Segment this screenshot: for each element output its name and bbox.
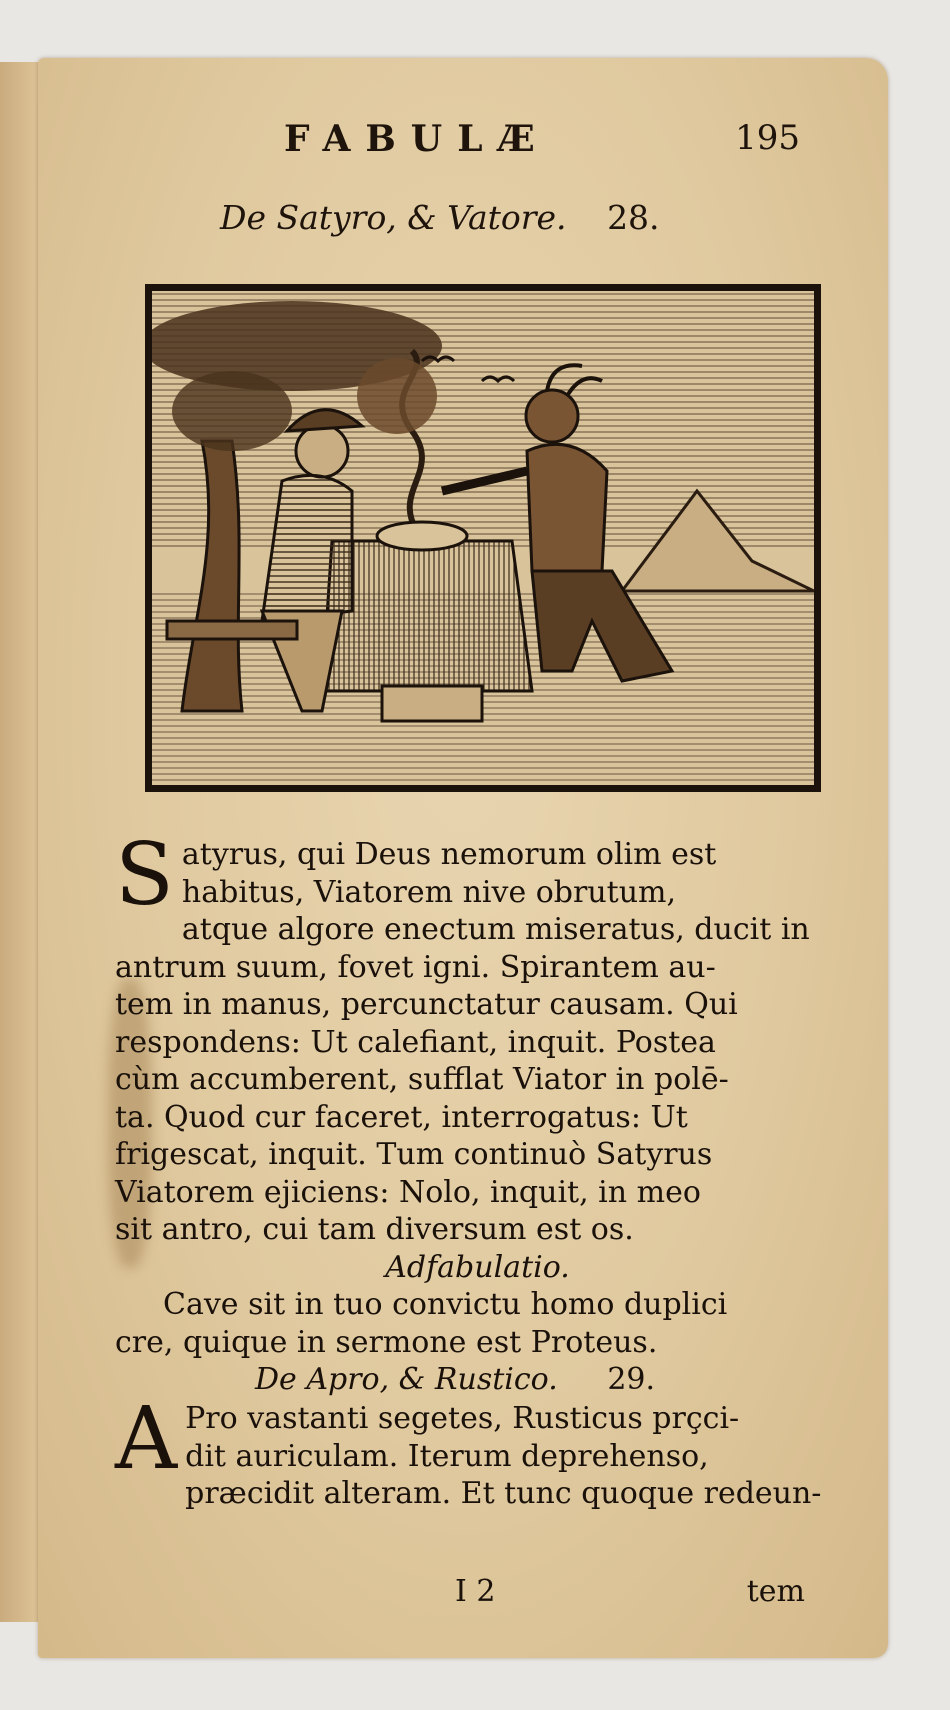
fable-28-title	[220, 198, 780, 237]
text-line: antrum suum, fovet igni. Spirantem au-	[115, 949, 716, 985]
bench	[167, 621, 297, 639]
satyr-head	[526, 390, 578, 442]
fable-28-title-text: De Satyro, & Vatore.	[220, 198, 567, 237]
text-line: cùm accumberent, sufflat Viator in polē-	[115, 1062, 729, 1097]
text-line: sit antro, cui tam diversum est os.	[115, 1212, 634, 1247]
moral-line: Cave sit in tuo convictu homo duplici	[163, 1287, 728, 1322]
fable-29-title	[115, 1361, 840, 1400]
text-line: tem in manus, percunctatur causam. Qui	[115, 987, 738, 1022]
text-line: atque algore enectum miseratus, ducit in	[181, 912, 810, 947]
fable-28-number: 28.	[607, 198, 660, 237]
traveler-head	[296, 425, 348, 477]
page-header	[250, 118, 810, 168]
text-line: Viatorem ejiciens: Nolo, inquit, in meo	[115, 1174, 701, 1210]
bowl	[377, 522, 467, 550]
page-footer	[445, 1574, 825, 1614]
fable-28-text	[115, 825, 840, 1513]
catchword: tem	[746, 1574, 805, 1609]
text-line: habitus, Viatorem nive obrutum,	[181, 874, 677, 910]
woodcut-illustration	[145, 284, 821, 792]
drop-cap-s: S	[115, 825, 174, 925]
footstool	[382, 686, 482, 721]
text-line: præcidit alteram. Et tunc quoque redeun-	[185, 1476, 822, 1511]
tree-foliage-lower	[172, 371, 292, 451]
drop-cap-a: A	[115, 1389, 178, 1489]
satyr-torso	[527, 444, 607, 571]
satyr-traveler-woodcut	[152, 291, 814, 785]
fable-29-title-text: De Apro, & Rustico.	[255, 1362, 558, 1397]
text-line: ta. Quod cur faceret, interrogatus: Ut	[115, 1099, 688, 1135]
text-line: Pro vastanti segetes, Rusticus prçci-	[185, 1401, 740, 1436]
moral-line: cre, quique in sermone est Proteus.	[115, 1324, 658, 1360]
page-number: 195	[735, 118, 800, 158]
signature-mark: I 2	[455, 1574, 496, 1609]
text-line: respondens: Ut calefiant, inquit. Postea	[115, 1024, 716, 1060]
text-line: atyrus, qui Deus nemorum olim est	[181, 837, 717, 872]
text-line: dit auriculam. Iterum deprehenso,	[185, 1438, 709, 1474]
fable-29-number: 29.	[607, 1362, 656, 1397]
text-line: frigescat, inquit. Tum continuò Satyrus	[115, 1137, 713, 1172]
moral-heading: Adfabulatio.	[385, 1249, 570, 1285]
steam-cloud	[357, 358, 437, 434]
running-title: FABULÆ	[284, 118, 550, 160]
